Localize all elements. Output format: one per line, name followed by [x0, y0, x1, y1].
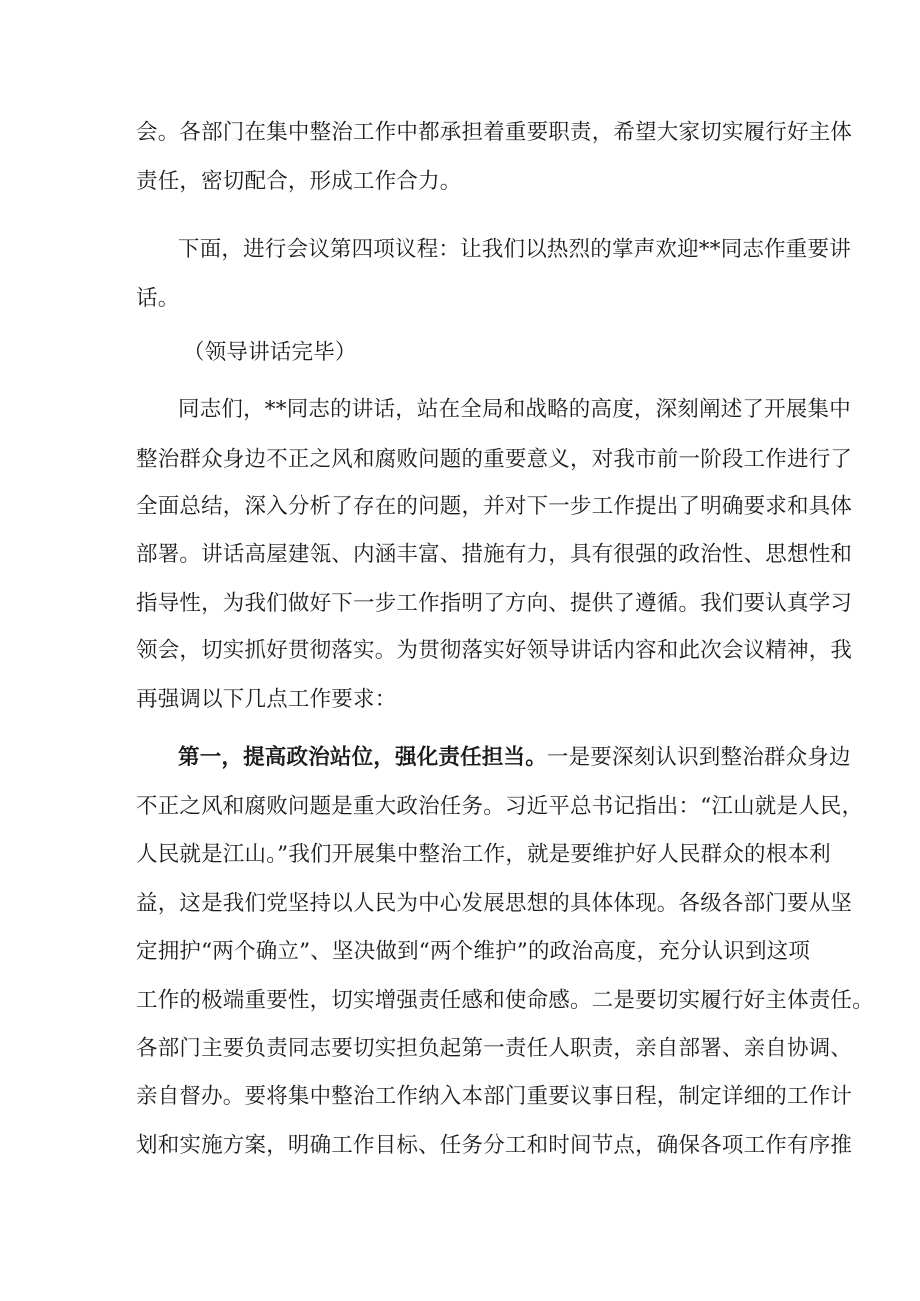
text-line: 责任，密切配合，形成工作合力。 [136, 169, 462, 194]
text-line: 部署。讲话高屋建瓴、内涵丰富、措施有力，具有很强的政治性、思想性和 [136, 542, 853, 567]
text-line: 同志们，**同志的讲话，站在全局和战略的高度，深刻阐述了开展集中 [178, 397, 851, 422]
text-line: 亲自督办。要将集中整治工作纳入本部门重要议事日程，制定详细的工作计 [136, 1084, 853, 1109]
text-line: 不正之风和腐败问题是重大政治任务。习近平总书记指出：“江山就是人民， [136, 794, 864, 819]
text-line [178, 743, 851, 773]
text-line: 划和实施方案，明确工作目标、任务分工和时间节点，确保各项工作有序推 [136, 1133, 853, 1158]
text-line: 再强调以下几点工作要求： [136, 687, 397, 712]
text-line: 下面，进行会议第四项议程：让我们以热烈的掌声欢迎**同志作重要讲 [178, 237, 851, 262]
text-run: 一是要深刻认识到整治群众身边 [546, 745, 851, 770]
text-line: 指导性，为我们做好下一步工作指明了方向、提供了遵循。我们要认真学习 [136, 591, 853, 616]
section-heading: 第一，提高政治站位，强化责任担当。 [178, 745, 547, 770]
text-line: 领会，切实抓好贯彻落实。为贯彻落实好领导讲话内容和此次会议精神，我 [136, 638, 853, 663]
text-line: 会。各部门在集中整治工作中都承担着重要职责，希望大家切实履行好主体 [136, 120, 853, 145]
text-line: （领导讲话完毕） [183, 340, 357, 365]
text-line: 益，这是我们党坚持以人民为中心发展思想的具体体现。各级各部门要从坚 [136, 891, 853, 916]
text-line: 人民就是江山。”我们开展集中整治工作，就是要维护好人民群众的根本利 [136, 842, 831, 867]
text-line: 定拥护“两个确立”、坚决做到“两个维护”的政治高度，充分认识到这项 [136, 939, 811, 964]
text-line: 话。 [136, 286, 180, 311]
text-line: 工作的极端重要性，切实增强责任感和使命感。二是要切实履行好主体责任。 [136, 988, 874, 1013]
text-line: 各部门主要负责同志要切实担负起第一责任人职责，亲自部署、亲自协调、 [136, 1036, 853, 1061]
text-line: 整治群众身边不正之风和腐败问题的重要意义，对我市前一阶段工作进行了 [136, 447, 853, 472]
text-line: 全面总结，深入分析了存在的问题，并对下一步工作提出了明确要求和具体 [136, 494, 853, 519]
